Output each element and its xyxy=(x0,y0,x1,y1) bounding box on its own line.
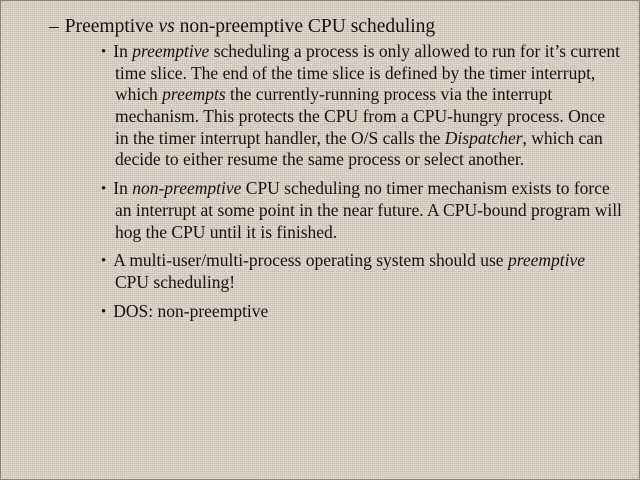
list-item xyxy=(19,250,623,293)
bullet-list xyxy=(19,41,623,322)
slide-content xyxy=(1,1,640,329)
bullet-marker: • xyxy=(101,44,107,60)
heading-dash: – xyxy=(49,16,59,37)
bullet-marker: • xyxy=(101,303,107,320)
list-item xyxy=(19,178,623,243)
list-item xyxy=(19,41,623,171)
list-item-text: DOS: non-preemptive xyxy=(113,300,269,321)
list-item-text: In non-preemptive CPU scheduling no timer mechanism exists to force an interrupt at some point in the near future. A CPU-bound program will hog the CPU until it is finished. xyxy=(113,178,622,242)
bullet-marker: • xyxy=(101,253,107,270)
list-item-text: In preemptive scheduling a process is only allowed to run for it’s current time slice. The end of the time slice is defined by the timer interrupt, which preempts the currently-running process via the interrupt mechanism. This protects the CPU from a CPU-hungry process. Once in the timer interrupt handler, the O/S calls the Dispatcher, which can decide to either resume the same process or select another. xyxy=(113,41,620,170)
bullet-marker: • xyxy=(101,181,107,198)
list-item xyxy=(19,301,623,323)
heading-text: Preemptive vs non-preemptive CPU scheduling xyxy=(64,16,436,37)
slide-heading xyxy=(19,15,623,38)
list-item-text: A multi-user/multi-process operating system should use preemptive CPU scheduling! xyxy=(113,250,586,292)
